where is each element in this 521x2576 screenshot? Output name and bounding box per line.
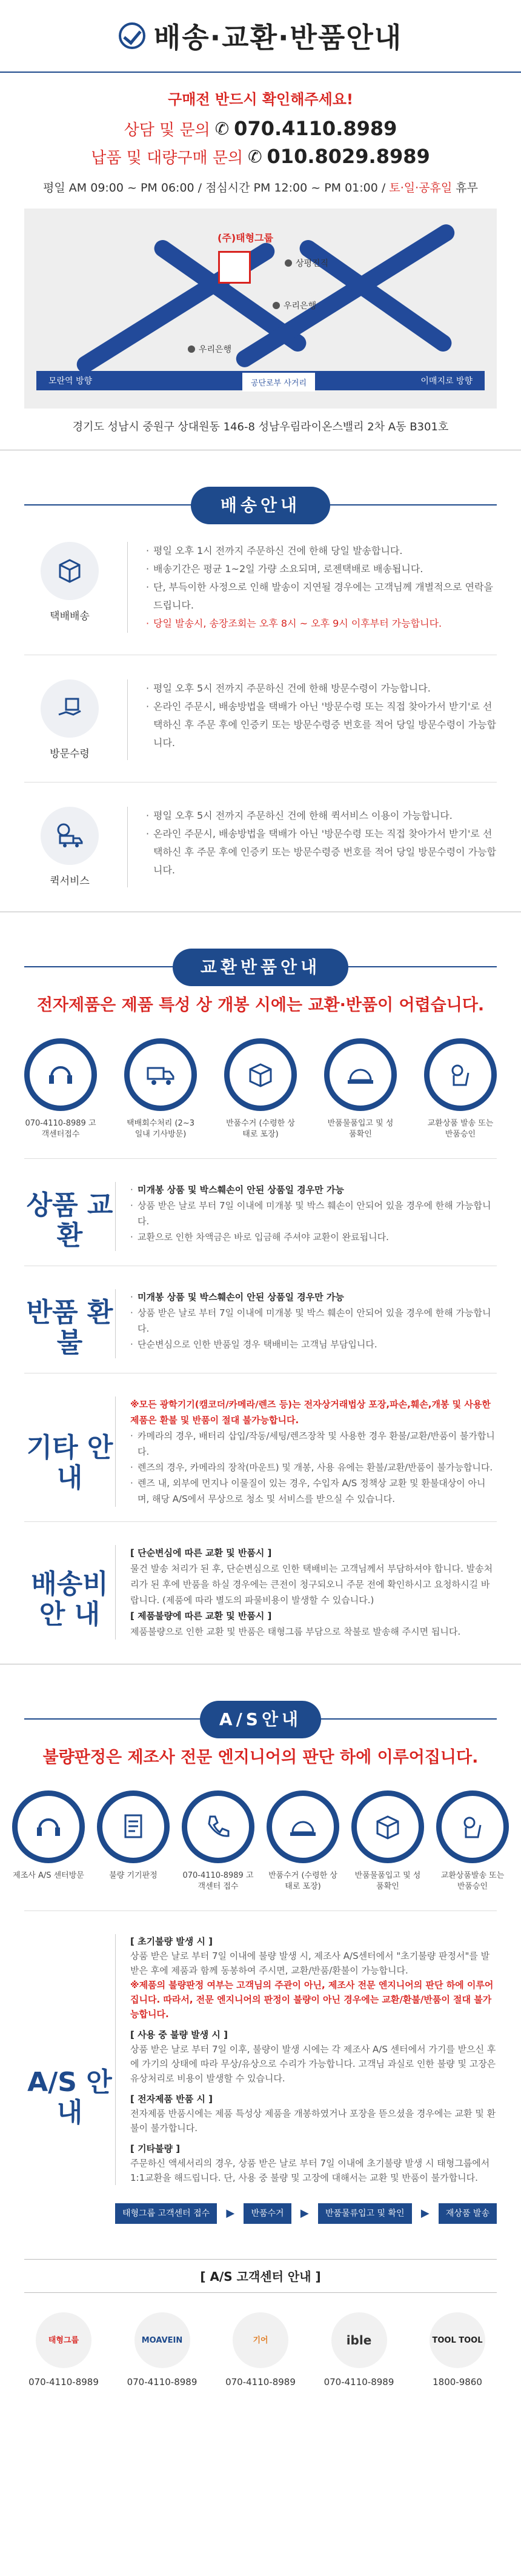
map-brand-label: (주)태형그룹 bbox=[217, 232, 273, 244]
section-heading: A/S 안내 bbox=[27, 2067, 112, 2128]
contact-info bbox=[0, 73, 521, 195]
hand-box-icon bbox=[41, 679, 99, 738]
right-direction: 이매지로 방향 bbox=[420, 376, 473, 386]
section-heading: 반품 환불 bbox=[26, 1297, 113, 1358]
section-body: · 미개봉 상품 및 박스훼손이 안된 상품일 경우만 가능 · 상품 받은 날로 부터 7일 이내에 미개봉 및 박스 훼손이 안되어 있을 경우에 한해 가능합니다. · 교환으로 인한 차액금은 바로 입금해 주셔야 교환이 완료됩니다. bbox=[115, 1182, 497, 1251]
process-step: 교환상품발송 또는 반품승인 bbox=[436, 1790, 509, 1892]
flow-step: 반품수거 bbox=[244, 2203, 291, 2224]
left-direction: 모란역 방향 bbox=[48, 376, 93, 386]
helmet-icon bbox=[267, 1790, 339, 1863]
brand-logo: TOOL TOOL bbox=[430, 2312, 485, 2368]
section-heading: 배송비 안 내 bbox=[31, 1569, 108, 1630]
footer-title: [ A/S 고객센터 안내 ] bbox=[24, 2259, 497, 2293]
section-heading: 상품 교환 bbox=[26, 1190, 113, 1251]
exchange-section-title: 교환반품안내 bbox=[0, 949, 521, 967]
brand-item bbox=[24, 2312, 103, 2387]
process-step: 불량 기기판정 bbox=[97, 1790, 170, 1892]
contact-warning: 구매전 반드시 확인해주세요! bbox=[168, 91, 353, 108]
delivery-section-title: 배송안내 bbox=[0, 487, 521, 506]
exchange-warning: 전자제품은 제품 특성 상 개봉 시에는 교환·반품이 어렵습니다. bbox=[36, 996, 485, 1015]
brand-phone[interactable]: 070-4110-8989 bbox=[225, 2377, 296, 2387]
brand-phone[interactable]: 070-4110-8989 bbox=[127, 2377, 197, 2387]
headset-icon bbox=[24, 1038, 97, 1111]
truck-icon bbox=[124, 1038, 197, 1111]
phone-icon: ✆ bbox=[248, 146, 262, 167]
building-icon bbox=[218, 251, 251, 284]
quick-service: 퀵서비스 bbox=[24, 807, 115, 887]
headset-icon bbox=[12, 1790, 85, 1863]
exchange-section bbox=[24, 1182, 497, 1251]
map-label: 우리은행 bbox=[188, 343, 231, 355]
section-body: [ 초기불량 발생 시 ] 상품 받은 날로 부터 7일 이내에 불량 발생 시, 제조사 A/S센터에서 "초기불량 판정서"를 발 받은 후에 제품과 함께 동봉하여 주시면, 교환/반품/환불이 가능합니다. ※제품의 불량판정 여부는 고객님의 주관이 아닌, 제조사 전문 엔지니어의 판단 하에 이루어 집니다. 따라서, 전문 엔지니어의 판정이 불량이 아닌 경우에는 교환/환불/반품이 절대 불가능합니다. [ 사용 중 불량 발생 시 ] 상품 받은 날로 부터 7일 이후, 불량이 발생 시에는 각 제조사 A/S 센터에서 가기를 받으신 후에 가기의 상태에 따라 무상/유상으로 수리가 가능합니다. 고객님 과실로 인한 불량 및 고장은 유상처리로 비용이 발생할 수 있습니다. [ 전자제품 반품 시 ] 전자제품 반품시에는 제품 특성상 제품을 개봉하였거나 포장을 뜯으셨을 경우에는 교환 및 환불이 불가합니다. [ 기타불량 ] 주문하신 액세서리의 경우, 상품 받은 날로 부터 7일 이내에 초기불량 발생 시 태형그룹에서 1:1교환을 해드립니다. 단, 사용 중 불량 및 고장에 대해서는 교환 및 반품이 불가합니다. bbox=[115, 1934, 497, 2185]
process-step: 070-4110-8989 고객센터 접수 bbox=[182, 1790, 254, 1892]
ok-hand-icon bbox=[424, 1038, 497, 1111]
phone-icon bbox=[182, 1790, 254, 1863]
delivery-row bbox=[24, 542, 497, 633]
address: 경기도 성남시 중원구 상대원동 146-8 성남우림라이온스밸리 2차 A동 B301호 bbox=[72, 421, 449, 433]
ok-hand-icon bbox=[436, 1790, 509, 1863]
brand-phone[interactable]: 070-4110-8989 bbox=[28, 2377, 99, 2387]
helmet-icon bbox=[324, 1038, 397, 1111]
page-title: 배송·교환·반품안내 bbox=[153, 21, 403, 54]
process-step: 반품수거 (수령한 상태로 포장) bbox=[267, 1790, 339, 1892]
brand-item bbox=[123, 2312, 202, 2387]
map-road bbox=[296, 236, 455, 355]
process-step: 택배회수처리 (2~3일내 기사방문) bbox=[124, 1038, 197, 1140]
as-process bbox=[12, 1790, 509, 1892]
exchange-process bbox=[24, 1038, 497, 1140]
bulk-line bbox=[0, 145, 521, 168]
as-section-title: A/S안내 bbox=[0, 1701, 521, 1720]
business-hours: 평일 AM 09:00 ~ PM 06:00 / 점심시간 PM 12:00 ~ PM 01:00 / 토·일·공휴일 휴무 bbox=[43, 181, 478, 195]
process-step: 반품물품입고 및 성품확인 bbox=[351, 1790, 424, 1892]
brand-item bbox=[221, 2312, 300, 2387]
bulk-phone[interactable]: 010.8029.8989 bbox=[267, 145, 430, 168]
arrow-right-icon: ▶ bbox=[420, 2207, 430, 2220]
process-step: 제조사 A/S 센터방문 bbox=[12, 1790, 85, 1892]
exchange-section bbox=[24, 1545, 497, 1640]
consult-line bbox=[0, 117, 521, 140]
box-icon bbox=[351, 1790, 424, 1863]
exchange-section bbox=[24, 1289, 497, 1358]
consult-label: 상담 및 문의 bbox=[124, 121, 210, 139]
map-intersection: 공단로부 사거리 bbox=[242, 373, 315, 392]
holiday-text: 토·일·공휴일 bbox=[389, 181, 453, 195]
delivery-text: · 평일 오후 1시 전까지 주문하신 건에 한해 당일 발송합니다. · 배송기간은 평균 1~2일 가량 소요되며, 로젠택배로 배송됩니다. · 단, 부득이한 사정으로 인해 발송이 지연될 경우에는 고객님께 개별적으로 연락을 드립니다. · 당일 발송시, 송장조회는 오후 8시 ~ 오후 9시 이후부터 가능합니다. bbox=[127, 542, 497, 633]
section-body: [ 단순변심에 따른 교환 및 반품시 ] 물건 발송 처리가 된 후, 단순변심으로 인한 택배비는 고객님께서 부담하셔야 합니다. 발송처리가 된 후에 반품을 하실 경우에는 큰전이 청구되오니 주문 전에 확인하시고 요청하시길 바랍니다. (제품에 따라 별도의 파물비용이 발생할 수 있습니다.) [ 제품불량에 따른 교환 및 반품시 ] 제품불량으로 인한 교환 및 반품은 태형그룹 부담으로 착불로 발송해 주시면 됩니다. bbox=[115, 1545, 497, 1640]
brand-logo: 태형그룹 bbox=[36, 2312, 91, 2368]
brand-item bbox=[320, 2312, 399, 2387]
flow-step: 태형그룹 고객센터 접수 bbox=[115, 2203, 217, 2224]
map-label: 우리은행 bbox=[273, 299, 316, 312]
check-icon bbox=[119, 22, 145, 49]
exchange-section bbox=[24, 1396, 497, 1507]
process-step: 반품물품입고 및 성품확인 bbox=[324, 1038, 397, 1140]
bulk-label: 납품 및 대량구매 문의 bbox=[91, 148, 244, 167]
box-icon bbox=[224, 1038, 297, 1111]
as-warning: 불량판정은 제조사 전문 엔지니어의 판단 하에 이루어집니다. bbox=[42, 1748, 479, 1767]
process-step: 반품수거 (수령한 상태로 포장) bbox=[224, 1038, 297, 1140]
document-icon bbox=[97, 1790, 170, 1863]
brand-logo: 기어 bbox=[233, 2312, 288, 2368]
divider bbox=[24, 1521, 497, 1522]
process-step: 교환상품 발송 또는 반품승인 bbox=[424, 1038, 497, 1140]
delivery-row bbox=[24, 807, 497, 887]
as-flow bbox=[115, 2203, 497, 2224]
flow-step: 재상품 발송 bbox=[439, 2203, 497, 2224]
arrow-right-icon: ▶ bbox=[226, 2207, 235, 2220]
box-icon bbox=[41, 542, 99, 600]
delivery-text: · 평일 오후 5시 전까지 주문하신 건에 한해 퀵서비스 이용이 가능합니다. · 온라인 주문시, 배송방법을 택배가 아닌 '방문수령 또는 직접 찾아가서 받기'로 선택하신 후 주문 후에 인증키 또는 방문수령증 번호를 적어 당일 방문수령이 가능합니다. bbox=[127, 807, 497, 887]
brand-logo: ible bbox=[331, 2312, 387, 2368]
process-step: 070-4110-8989 고객센터접수 bbox=[24, 1038, 97, 1140]
section-body: ※모든 광학기기(캠코더/카메라/렌즈 등)는 전자상거래법상 포장,파손,훼손,개봉 및 사용한 제품은 환불 및 반품이 절대 불가능합니다. · 카메라의 경우, 배터리 삽입/작동/세팅/렌즈장착 및 사용한 경우 환불/교환/반품이 불가합니다. · 렌즈의 경우, 카메라의 장착(마운트) 및 개봉, 사용 유에는 환불/교환/반품이 불가능합니다. · 렌즈 내, 외부에 먼지나 이물질이 있는 경우, 수입자 A/S 정책상 교환 및 환불대상이 아니며, 해당 A/S에서 무상으로 청소 및 서비스를 받으실 수 있습니다. bbox=[115, 1396, 497, 1507]
parcel-delivery: 택배배송 bbox=[24, 542, 115, 633]
map-label: 상평진직 bbox=[285, 257, 328, 269]
delivery-row bbox=[24, 679, 497, 760]
consult-phone[interactable]: 070.4110.8989 bbox=[234, 117, 397, 140]
phone-icon: ✆ bbox=[214, 118, 230, 139]
section-body: · 미개봉 상품 및 박스훼손이 안된 상품일 경우만 가능 · 상품 받은 날로 부터 7일 이내에 미개봉 및 박스 훼손이 안되어 있을 경우에 한해 가능합니다. · 단순변심으로 인한 반품일 경우 택배비는 고객님 부담입니다. bbox=[115, 1289, 497, 1358]
arrow-right-icon: ▶ bbox=[300, 2207, 309, 2220]
pickup-delivery: 방문수령 bbox=[24, 679, 115, 760]
location-map bbox=[24, 209, 497, 409]
brand-item bbox=[418, 2312, 497, 2387]
delivery-text: · 평일 오후 5시 전까지 주문하신 건에 한해 방문수령이 가능합니다. · 온라인 주문시, 배송방법을 택배가 아닌 '방문수령 또는 직접 찾아가서 받기'로 선택하신 후 주문 후에 인증키 또는 방문수령증 번호를 적어 당일 방문수령이 가능합니다. bbox=[127, 679, 497, 760]
brand-phone[interactable]: 1800-9860 bbox=[433, 2377, 482, 2387]
truck-clock-icon bbox=[41, 807, 99, 865]
brand-phone[interactable]: 070-4110-8989 bbox=[324, 2377, 394, 2387]
as-section bbox=[24, 1934, 497, 2185]
divider bbox=[24, 1910, 497, 1911]
section-heading: 기타 안내 bbox=[26, 1432, 113, 1493]
flow-step: 반품물류입고 및 확인 bbox=[318, 2203, 412, 2224]
page-header bbox=[0, 0, 521, 73]
brand-logo: MOAVEIN bbox=[134, 2312, 190, 2368]
divider bbox=[24, 1158, 497, 1159]
brand-list bbox=[24, 2312, 497, 2387]
